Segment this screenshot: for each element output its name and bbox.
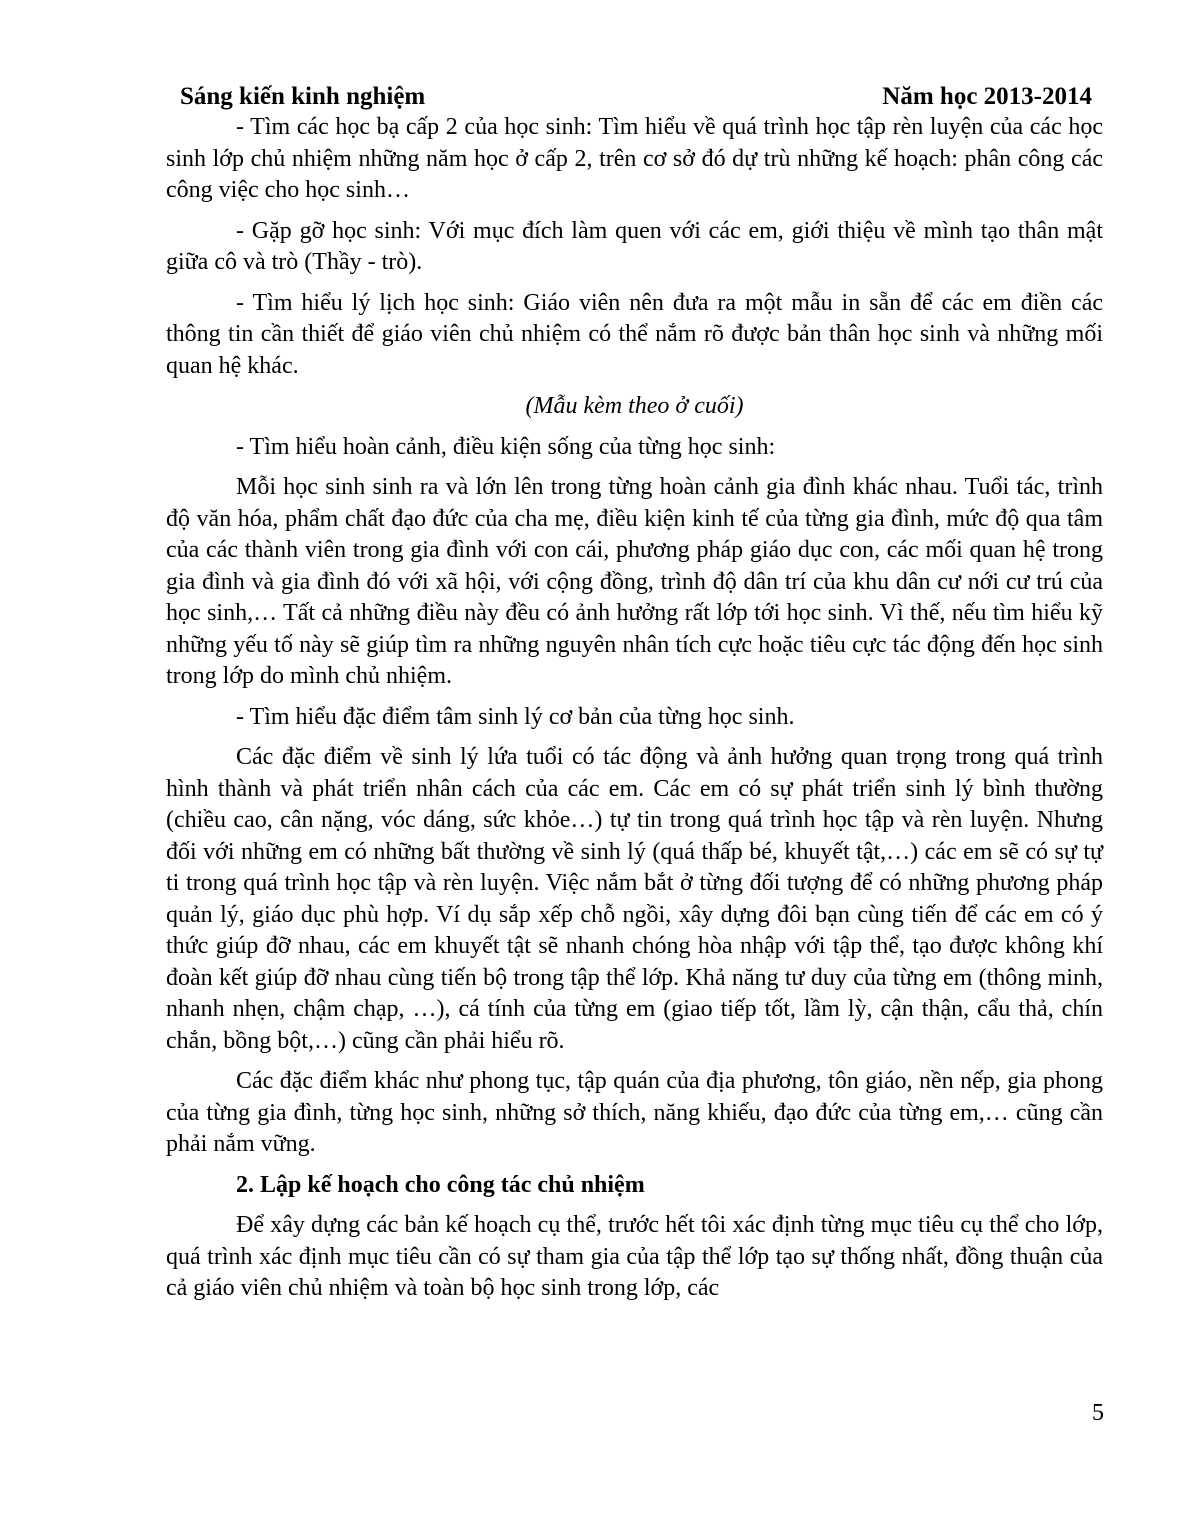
page-header bbox=[180, 80, 1092, 114]
paragraph-tam-sinh-ly: Các đặc điểm về sinh lý lứa tuổi có tác động và ảnh hưởng quan trọng trong quá trình hình thành và phát triển nhân cách của các em. Các em có sự phát triển sinh lý bình thường (chiều cao, cân nặng, vóc dáng, sức khỏe…) tự tin trong quá trình học tập và rèn luyện. Nhưng đối với những em có những bất thường về sinh lý (quá thấp bé, khuyết tật,…) các em sẽ có sự tự ti trong quá trình học tập và rèn luyện. Việc nắm bắt ở từng đối tượng để có những phương pháp quản lý, giáo dục phù hợp. Ví dụ sắp xếp chỗ ngồi, xây dựng đôi bạn cùng tiến để các em có ý thức giúp đỡ nhau, các em khuyết tật sẽ nhanh chóng hòa nhập với tập thể, tạo được không khí đoàn kết giúp đỡ nhau cùng tiến bộ trong tập thể lớp. Khả năng tư duy của từng em (thông minh, nhanh nhẹn, chậm chạp, …), cá tính của từng em (giao tiếp tốt, lầm lỳ, cận thận, cẩu thả, chín chắn, bồng bột,…) cũng cần phải hiểu rõ. bbox=[166, 744, 1103, 1054]
paragraph-ke-hoach: Để xây dựng các bản kế hoạch cụ thể, trước hết tôi xác định từng mục tiêu cụ thể cho lớp, quá trình xác định mục tiêu cần có sự tham gia của tập thể lớp tạo sự thống nhất, đồng thuận của cả giáo viên chủ nhiệm và toàn bộ học sinh trong lớp, các bbox=[166, 1212, 1103, 1301]
paragraph-dac-diem-khac: Các đặc điểm khác như phong tục, tập quán của địa phương, tôn giáo, nền nếp, gia phong của từng gia đình, từng học sinh, những sở thích, năng khiếu, đạo đức của từng em,… cũng cần phải nắm vững. bbox=[166, 1068, 1103, 1157]
section-heading: 2. Lập kế hoạch cho công tác chủ nhiệm bbox=[236, 1171, 645, 1198]
body-text bbox=[166, 112, 1103, 1314]
paragraph-hoan-canh: Mỗi học sinh sinh ra và lớn lên trong từng hoàn cảnh gia đình khác nhau. Tuổi tác, trình độ văn hóa, phẩm chất đạo đức của cha mẹ, điều kiện kinh tế của từng gia đình, mức độ qua tâm của các thành viên trong gia đình với con cái, phương pháp giáo dục con, các mối quan hệ trong gia đình và gia đình đó với xã hội, với cộng đồng, trình độ dân trí của khu dân cư nới cư trú của học sinh,… Tất cả những điều này đều có ảnh hưởng rất lớp tới học sinh. Vì thế, nếu tìm hiểu kỹ những yếu tố này sẽ giúp tìm ra những nguyên nhân tích cực hoặc tiêu cực tác động đến học sinh trong lớp do mình chủ nhiệm. bbox=[166, 474, 1103, 689]
header-title: Sáng kiến kinh nghiệm bbox=[180, 83, 426, 110]
paragraph-mau-note: (Mẫu kèm theo ở cuối) bbox=[525, 393, 744, 419]
paragraph-ly-lich: - Tìm hiểu lý lịch học sinh: Giáo viên nên đưa ra một mẫu in sẵn để các em điền các thông tin cần thiết để giáo viên chủ nhiệm có thể nắm rõ được bản thân học sinh và những mối quan hệ khác. bbox=[166, 289, 1103, 379]
header-school-year: Năm học 2013-2014 bbox=[882, 83, 1092, 110]
paragraph-tam-sinh-ly-heading: - Tìm hiểu đặc điểm tâm sinh lý cơ bản của từng học sinh. bbox=[236, 703, 795, 730]
paragraph-hoan-canh-heading: - Tìm hiểu hoàn cảnh, điều kiện sống của từng học sinh: bbox=[236, 433, 776, 460]
paragraph-hoc-ba: - Tìm các học bạ cấp 2 của học sinh: Tìm hiểu về quá trình học tập rèn luyện của các học sinh lớp chủ nhiệm những năm học ở cấp 2, trên cơ sở đó dự trù những kế hoạch: phân công các công việc cho học sinh… bbox=[166, 114, 1103, 203]
paragraph-gap-go: - Gặp gỡ học sinh: Với mục đích làm quen với các em, giới thiệu về mình tạo thân mật giữa cô và trò (Thầy - trò). bbox=[166, 217, 1103, 275]
page-number: 5 bbox=[1092, 1400, 1104, 1426]
